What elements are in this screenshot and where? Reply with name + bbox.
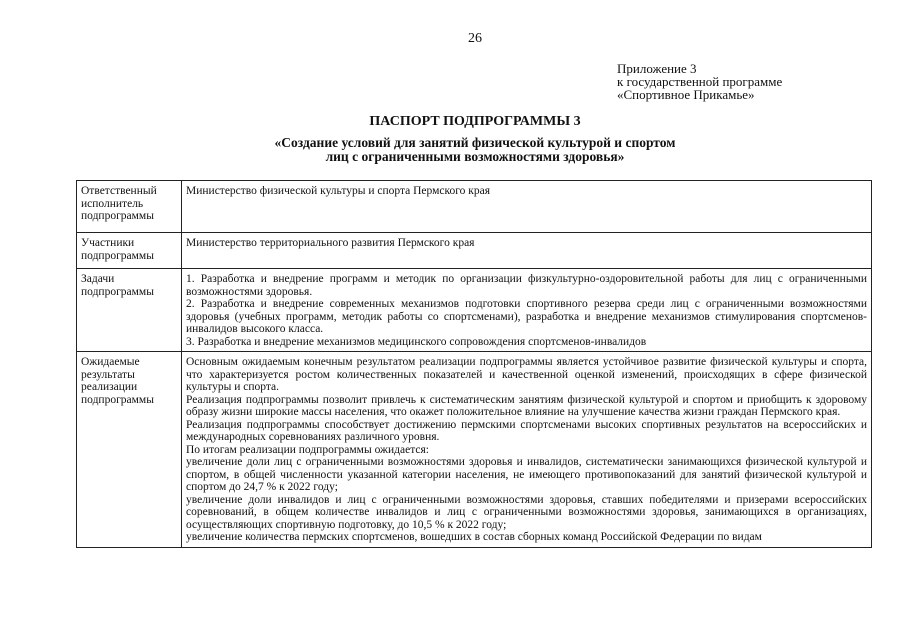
row-paragraph: 3. Разработка и внедрение механизмов медицинского сопровождения спортсменов-инвалидов — [186, 335, 647, 348]
row-paragraph: Реализация подпрограммы способствует достижению пермскими спортсменами высоких спортивных результатов на всероссийских и международных соревнованиях различного уровня. — [186, 418, 867, 443]
row-paragraph: Министерство территориального развития Пермского края — [186, 237, 475, 249]
page-number: 26 — [468, 31, 482, 46]
row-paragraph: Основным ожидаемым конечным результатом реализации подпрограммы является устойчивое развитие физической культуры и спорта, что характеризуется ростом количественных показателей и качественной оценкой изменений, происходящих в сфере физической культуры и спорта. — [186, 356, 867, 393]
passport-table — [76, 180, 872, 548]
row-label: Задачи подпрограммы — [77, 269, 182, 352]
row-paragraph: 1. Разработка и внедрение программ и методик по организации физкультурно-оздоровительной работы для лиц с ограниченными возможностями здоровья. — [186, 273, 867, 298]
row-value — [182, 181, 872, 233]
row-value — [182, 269, 872, 352]
row-paragraph: 2. Разработка и внедрение современных механизмов подготовки спортивного резерва среди лиц с ограниченными возможностями здоровья (учебных программ, методик работы со спортсменами), разработка и внедрение механизмов стимулирования спортсменов-инвалидов высокого класса. — [186, 298, 867, 335]
row-label: Ответственный исполнитель подпрограммы — [77, 181, 182, 233]
row-paragraph: Реализация подпрограммы позволит привлечь к систематическим занятиям физической культурой и спортом и приобщить к здоровому образу жизни широкие массы населения, что окажет положительное влияние на улучшение качества жизни граждан Пермского края. — [186, 393, 867, 418]
row-label: Участники подпрограммы — [77, 233, 182, 269]
table-row — [77, 352, 872, 548]
table-row — [77, 233, 872, 269]
row-label: Ожидаемые результаты реализации подпрограммы — [77, 352, 182, 548]
table-row — [77, 269, 872, 352]
row-paragraph: увеличение доли лиц с ограниченными возможностями здоровья и инвалидов, систематически занимающихся физической культурой и спортом, в общей численности указанной категории населения, не имеющего противопоказаний для занятий физической культурой и спортом до 24,7 % к 2022 году; — [186, 456, 867, 493]
row-paragraph: увеличение количества пермских спортсменов, вошедших в состав сборных команд Российской Федерации по видам — [186, 531, 762, 543]
document-subtitle — [0, 136, 905, 164]
subtitle-line-2: лиц с ограниченными возможностями здоровья» — [325, 149, 625, 164]
page-cutoff — [0, 577, 905, 640]
appendix-note — [617, 62, 782, 101]
document-title: ПАСПОРТ ПОДПРОГРАММЫ 3 — [369, 114, 581, 129]
row-value — [182, 233, 872, 269]
appendix-line-3: «Спортивное Прикамье» — [617, 87, 755, 102]
table-row — [77, 181, 872, 233]
row-paragraph: По итогам реализации подпрограммы ожидается: — [186, 443, 429, 456]
subtitle-line-1: «Создание условий для занятий физической культурой и спортом — [274, 135, 676, 150]
row-paragraph: увеличение доли инвалидов и лиц с ограниченными возможностями здоровья, ставших победителями и призерами всероссийских соревнований, в общем количестве инвалидов и лиц с ограниченными возможностями здоровья, занимающихся в организациях, осуществляющих спортивную подготовку, до 10,5 % к 2022 году; — [186, 493, 867, 531]
appendix-line-2: к государственной программе — [617, 74, 783, 89]
appendix-line-1: Приложение 3 — [617, 61, 697, 76]
row-value — [182, 352, 872, 548]
row-paragraph: Министерство физической культуры и спорта Пермского края — [186, 185, 491, 197]
